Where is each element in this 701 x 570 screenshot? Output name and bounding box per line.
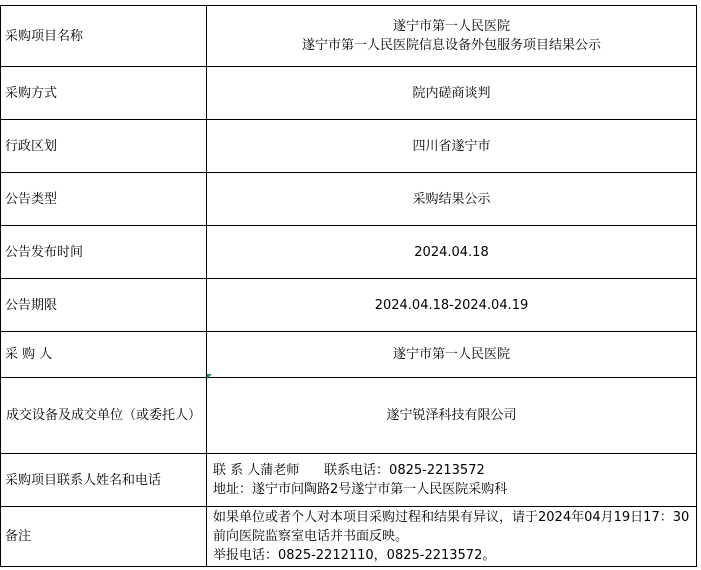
label-project-name: 采购项目名称	[1, 6, 207, 67]
value-notice-type: 采购结果公示	[207, 173, 697, 226]
value-purchaser: 遂宁市第一人民医院	[207, 332, 697, 378]
cell-comment-marker	[207, 374, 212, 379]
label-notice-type: 公告类型	[1, 173, 207, 226]
row-region	[1, 120, 697, 173]
row-notice-type	[1, 173, 697, 226]
value-contact	[207, 454, 697, 507]
label-contact: 采购项目联系人姓名和电话	[1, 454, 207, 507]
row-purchaser	[1, 332, 697, 378]
value-contact-line2: 地址：遂宁市问陶路2号遂宁市第一人民医院采购科	[213, 482, 508, 497]
row-remarks	[1, 507, 697, 567]
value-remarks-line1: 如果单位或者个人对本项目采购过程和结果有异议，请于2024年04月19日17：30前向医院监察室电话并书面反映。	[213, 510, 690, 544]
value-publish-time: 2024.04.18	[207, 226, 697, 279]
label-remarks: 备注	[1, 507, 207, 567]
row-contact	[1, 454, 697, 507]
row-period	[1, 279, 697, 332]
label-winner: 成交设备及成交单位（或委托人）	[1, 378, 207, 454]
label-publish-time: 公告发布时间	[1, 226, 207, 279]
label-period: 公告期限	[1, 279, 207, 332]
value-period: 2024.04.18-2024.04.19	[207, 279, 697, 332]
row-publish-time	[1, 226, 697, 279]
label-purchaser: 采 购 人	[1, 332, 207, 378]
value-region: 四川省遂宁市	[207, 120, 697, 173]
row-winner	[1, 378, 697, 454]
row-method	[1, 67, 697, 120]
value-project-name-line1: 遂宁市第一人民医院	[392, 19, 510, 34]
row-project-name	[1, 6, 697, 67]
notice-table	[0, 5, 697, 567]
value-remarks-line2: 举报电话：0825-2212110，0825-2213572。	[213, 548, 496, 563]
value-remarks	[207, 507, 697, 567]
value-winner: 遂宁锐泽科技有限公司	[207, 378, 697, 454]
value-project-name	[207, 6, 697, 67]
label-method: 采购方式	[1, 67, 207, 120]
value-contact-line1: 联 系 人蒲老师 联系电话：0825-2213572	[213, 463, 485, 478]
label-region: 行政区划	[1, 120, 207, 173]
value-method: 院内磋商谈判	[207, 67, 697, 120]
value-project-name-line2: 遂宁市第一人民医院信息设备外包服务项目结果公示	[301, 38, 601, 53]
